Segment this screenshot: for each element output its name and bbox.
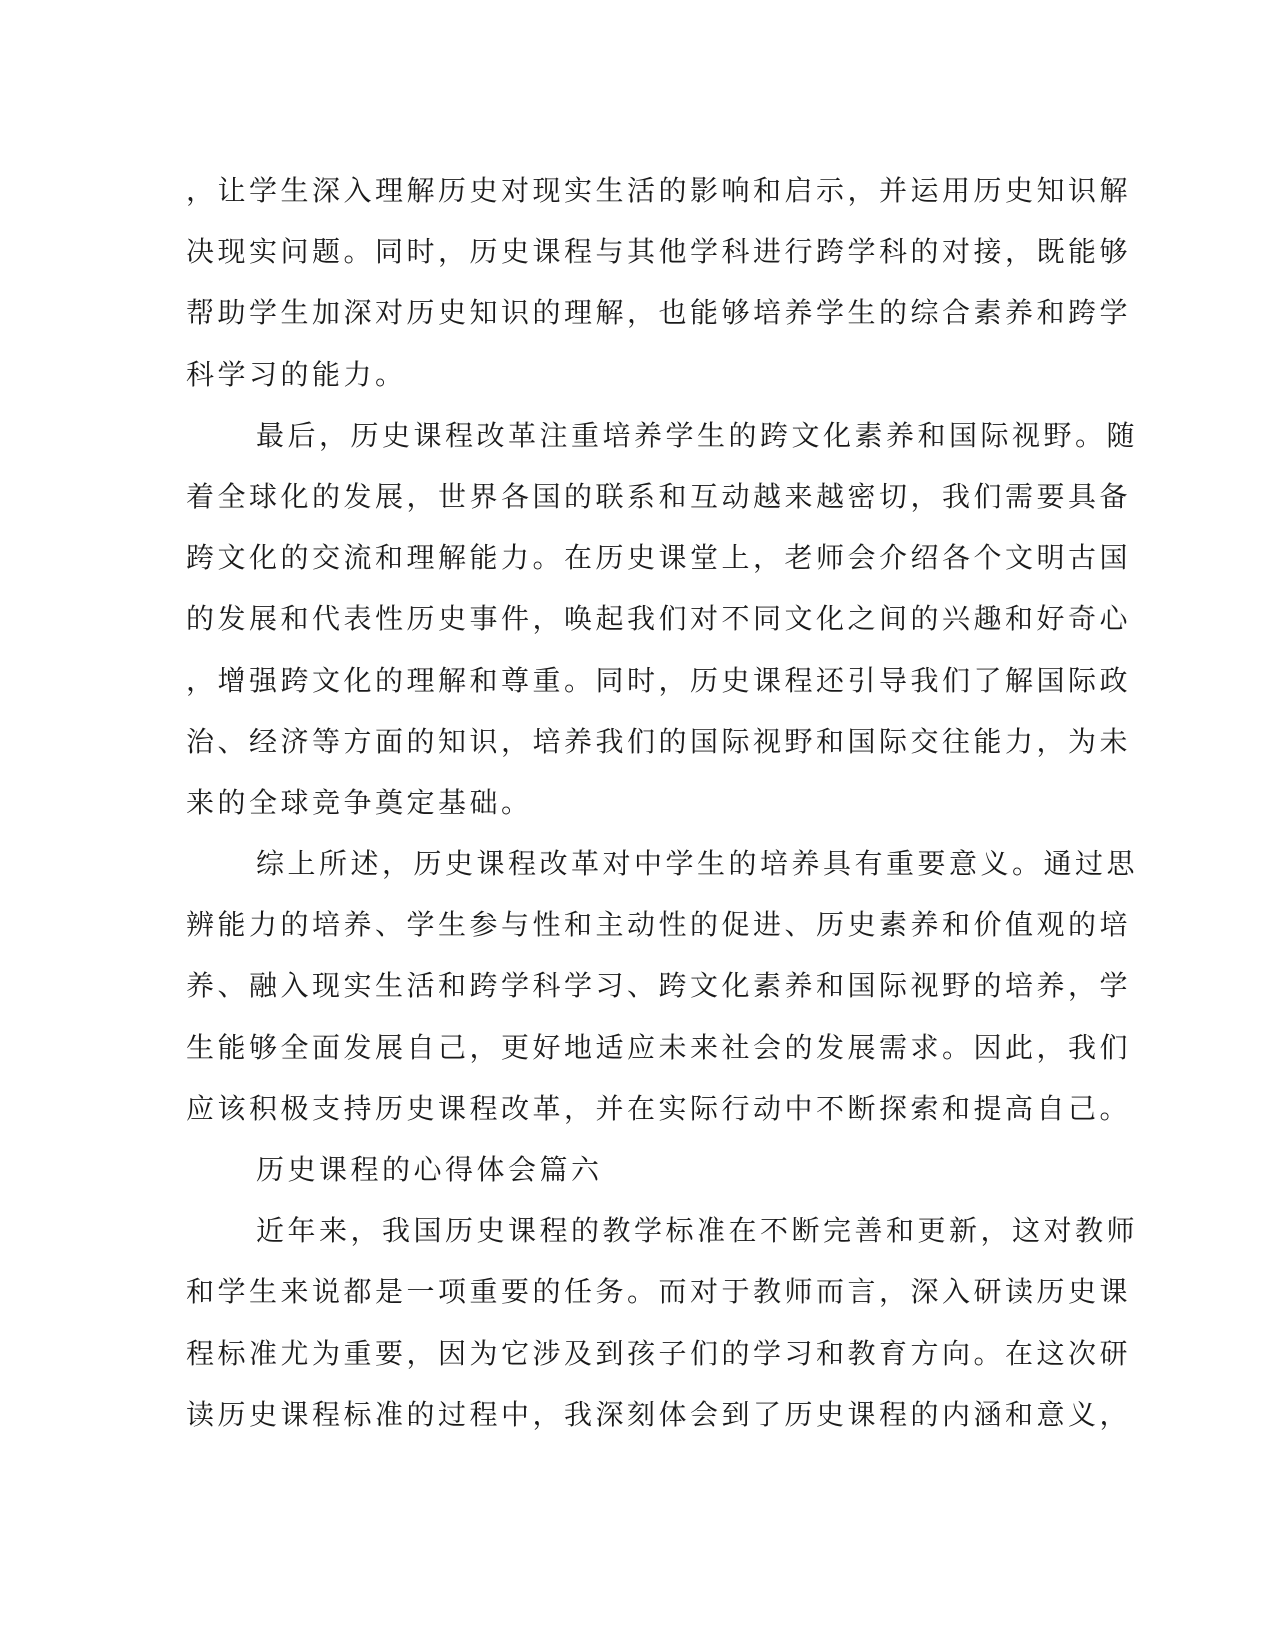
text-line: 读历史课程标准的过程中，我深刻体会到了历史课程的内涵和意义， — [186, 1397, 1132, 1431]
text-line: 的发展和代表性历史事件，唤起我们对不同文化之间的兴趣和好奇心 — [186, 602, 1132, 636]
text-line: 辨能力的培养、学生参与性和主动性的促进、历史素养和价值观的培 — [186, 908, 1132, 942]
text-line: 来的全球竞争奠定基础。 — [186, 785, 533, 819]
text-line: 着全球化的发展，世界各国的联系和互动越来越密切，我们需要具备 — [186, 479, 1132, 513]
text-line: ，增强跨文化的理解和尊重。同时，历史课程还引导我们了解国际政 — [186, 663, 1132, 697]
paragraph-first-line: 近年来，我国历史课程的教学标准在不断完善和更新，这对教师 — [256, 1214, 1139, 1248]
paragraph-first-line: 综上所述，历史课程改革对中学生的培养具有重要意义。通过思 — [256, 847, 1139, 881]
text-line: 跨文化的交流和理解能力。在历史课堂上，老师会介绍各个文明古国 — [186, 541, 1132, 575]
text-line: 程标准尤为重要，因为它涉及到孩子们的学习和教育方向。在这次研 — [186, 1336, 1132, 1370]
text-line: 生能够全面发展自己，更好地适应未来社会的发展需求。因此，我们 — [186, 1030, 1132, 1064]
text-line: 应该积极支持历史课程改革，并在实际行动中不断探索和提高自己。 — [186, 1091, 1132, 1125]
text-line: 决现实问题。同时，历史课程与其他学科进行跨学科的对接，既能够 — [186, 235, 1132, 269]
text-line: 帮助学生加深对历史知识的理解，也能够培养学生的综合素养和跨学 — [186, 296, 1132, 330]
document-body — [186, 160, 1139, 1445]
text-line: ，让学生深入理解历史对现实生活的影响和启示，并运用历史知识解 — [186, 174, 1132, 207]
text-line: 养、融入现实生活和跨学科学习、跨文化素养和国际视野的培养，学 — [186, 969, 1132, 1003]
paragraph-first-line: 最后，历史课程改革注重培养学生的跨文化素养和国际视野。随 — [256, 418, 1139, 452]
text-line: 和学生来说都是一项重要的任务。而对于教师而言，深入研读历史课 — [186, 1275, 1132, 1309]
section-heading: 历史课程的心得体会篇六 — [256, 1153, 603, 1186]
text-line: 治、经济等方面的知识，培养我们的国际视野和国际交往能力，为未 — [186, 724, 1132, 758]
text-line: 科学习的能力。 — [186, 357, 407, 391]
